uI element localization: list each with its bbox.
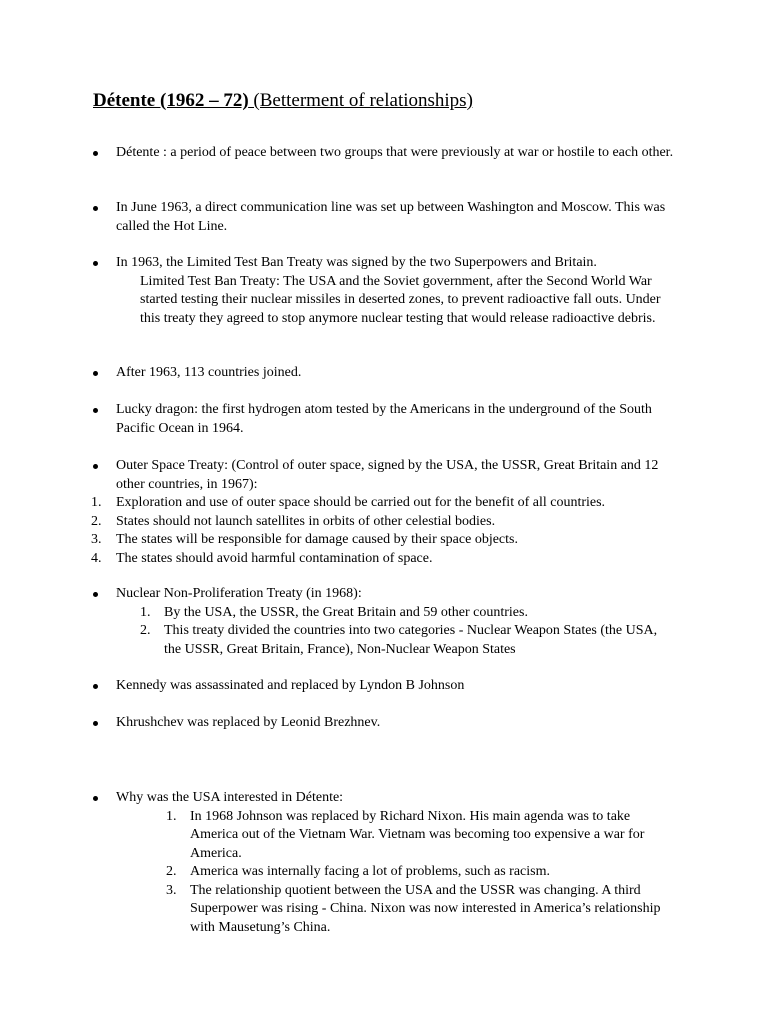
bullet-khrushchev (0, 714, 768, 733)
list-text: By the USA, the USSR, the Great Britain and 59 other countries. (164, 604, 528, 620)
bullet-countries-joined (0, 364, 768, 383)
bullet-test-ban-treaty (0, 254, 768, 328)
page-title (93, 89, 473, 113)
bullet-text: Nuclear Non-Proliferation Treaty (in 1968): (116, 586, 362, 601)
bullet-marker (93, 408, 98, 413)
list-number: 2. (166, 864, 177, 879)
bullet-non-proliferation-treaty (0, 585, 768, 659)
list-text: The relationship quotient between the USA and the USSR was changing. A third Superpower was rising - China. Nixon was now interested in America’s relationship with Mausetung’s China. (190, 882, 661, 935)
list-item (0, 882, 676, 938)
bullet-marker (93, 151, 98, 156)
list-text: Exploration and use of outer space should be carried out for the benefit of all countries. (116, 495, 606, 510)
bullet-text: After 1963, 113 countries joined. (116, 365, 302, 380)
bullet-marker (93, 371, 98, 376)
bullet-text: Khrushchev was replaced by Leonid Brezhnev. (116, 715, 381, 730)
list-text: The states will be responsible for damage caused by their space objects. (116, 532, 518, 547)
list-item (0, 604, 676, 623)
bullet-text: In 1963, the Limited Test Ban Treaty was signed by the two Superpowers and Britain. (116, 255, 597, 270)
bullet-detente-definition (0, 144, 768, 163)
list-text: The states should avoid harmful contamination of space. (116, 550, 433, 566)
list-number: 3. (166, 882, 177, 898)
list-text: This treaty divided the countries into two categories - Nuclear Weapon States (the USA, the USSR, Great Britain, France), Non-Nuclear Weapon States (164, 623, 658, 657)
list-number: 1. (140, 604, 151, 620)
list-item (0, 863, 676, 882)
list-number: 1. (91, 495, 102, 510)
bullet-hot-line (0, 199, 768, 236)
list-number: 3. (91, 532, 102, 547)
bullet-marker (93, 721, 98, 726)
bullet-outer-space-treaty (0, 457, 768, 568)
list-item (0, 622, 676, 659)
list-item (0, 531, 676, 550)
list-text: States should not launch satellites in orbits of other celestial bodies. (116, 513, 496, 529)
bullet-marker (93, 796, 98, 801)
bullet-marker (93, 261, 98, 266)
list-item (0, 494, 676, 513)
list-number: 2. (91, 513, 102, 529)
bullet-lucky-dragon (0, 401, 768, 438)
list-number: 1. (166, 808, 177, 824)
list-text: In 1968 Johnson was replaced by Richard Nixon. His main agenda was to take America out of the Vietnam War. Vietnam was becoming too expensive a war for America. (190, 808, 645, 861)
title-rest: (Betterment of relationships) (248, 90, 473, 111)
list-text: America was internally facing a lot of problems, such as racism. (190, 864, 550, 879)
bullet-marker (93, 592, 98, 597)
bullet-text: Outer Space Treaty: (Control of outer space, signed by the USA, the USSR, Great Britain and 12 other countries, in 1967): (116, 458, 659, 492)
test-ban-treaty-description: Limited Test Ban Treaty: The USA and the Soviet government, after the Second World War started testing their nuclear missiles in deserted zones, to prevent radioactive fall outs. Under this treaty they agreed to stop anymore nuclear testing that would release radioactive debris. (140, 273, 661, 326)
list-item (0, 550, 676, 569)
bullet-text: Détente : a period of peace between two groups that were previously at war or hostile to each other. (116, 145, 674, 160)
list-item (0, 808, 676, 864)
bullet-marker (93, 684, 98, 689)
list-number: 4. (91, 550, 102, 566)
bullet-text: Kennedy was assassinated and replaced by Lyndon B Johnson (116, 678, 465, 693)
title-bold: Détente (1962 – 72) (93, 90, 249, 111)
bullet-text: Lucky dragon: the first hydrogen atom tested by the Americans in the underground of the South Pacific Ocean in 1964. (116, 402, 652, 436)
bullet-marker (93, 206, 98, 211)
bullet-text: Why was the USA interested in Détente: (116, 790, 344, 805)
list-item (0, 513, 676, 532)
bullet-kennedy (0, 677, 768, 696)
list-number: 2. (140, 623, 151, 638)
bullet-marker (93, 464, 98, 469)
bullet-why-detente (0, 789, 768, 937)
bullet-text: In June 1963, a direct communication line was set up between Washington and Moscow. This was called the Hot Line. (116, 200, 666, 234)
